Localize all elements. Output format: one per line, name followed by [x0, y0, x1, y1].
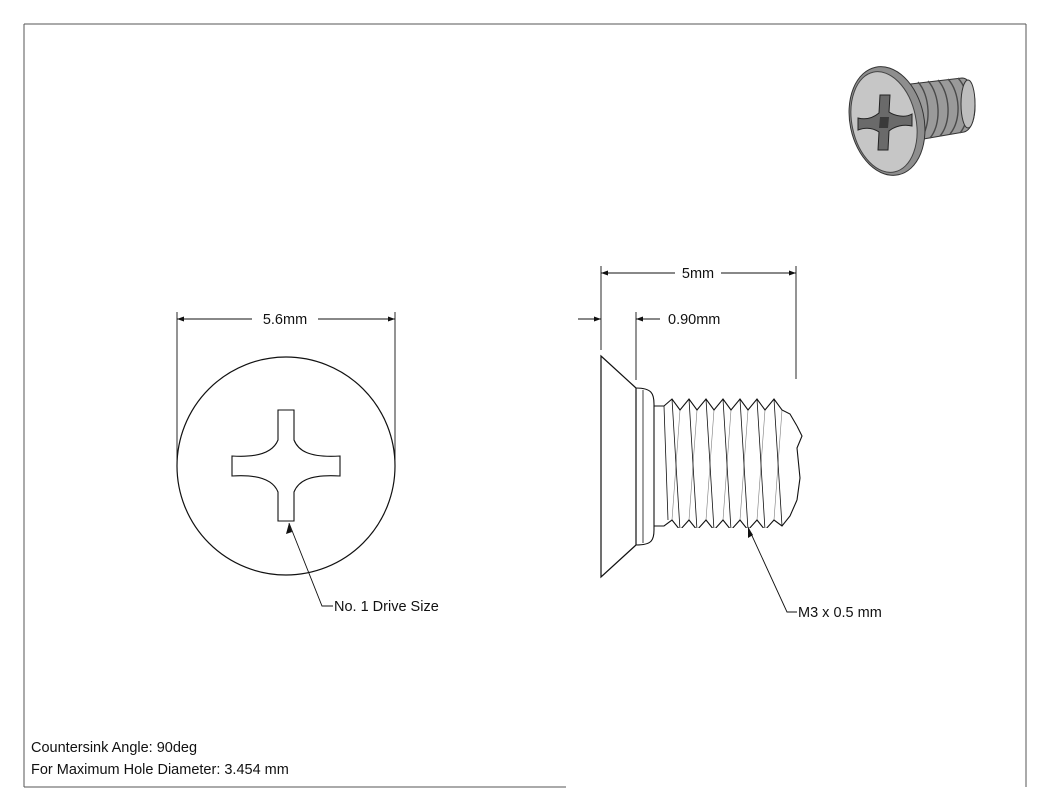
hole-diameter-note: For Maximum Hole Diameter: 3.454 mm [31, 762, 289, 778]
countersink-note: Countersink Angle: 90deg [31, 740, 198, 756]
screw-head-outline [177, 357, 395, 575]
phillips-recess [232, 410, 340, 521]
drive-size-leader [289, 523, 333, 606]
dim-head-height: 0.90mm [668, 312, 721, 328]
front-view [177, 312, 439, 615]
thread-leader [748, 527, 797, 612]
drive-size-callout: No. 1 Drive Size [334, 599, 439, 615]
threaded-shank [654, 399, 802, 530]
dim-length: 5mm [681, 266, 715, 282]
thread-callout: M3 x 0.5 mm [798, 605, 882, 621]
screw-head-side [601, 356, 636, 577]
side-view [578, 266, 882, 621]
underhead-fillet [636, 388, 654, 545]
dim-head-diameter: 5.6mm [262, 312, 308, 328]
screw-isometric-icon [839, 60, 975, 183]
